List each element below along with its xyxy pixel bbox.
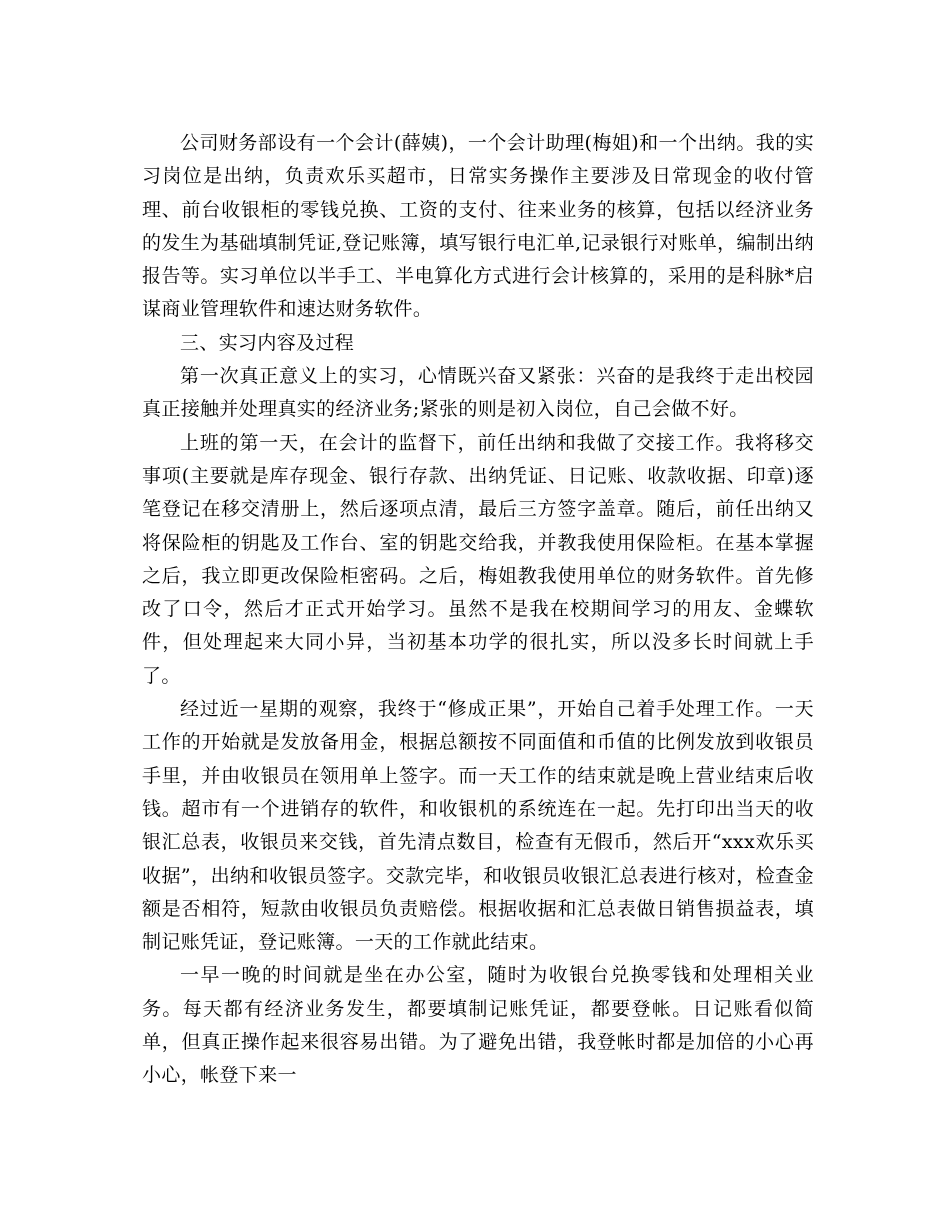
paragraph-office-routine: 一早一晚的时间就是坐在办公室，随时为收银台兑换零钱和处理相关业务。每天都有经济业务发生，都要填制记账凭证，都要登帐。日记账看似简单，但真正操作起来很容易出错。为了避免出错，我登帐时都是加倍的小心再小心，帐登下来一 — [142, 964, 814, 1087]
document-body — [142, 127, 814, 1093]
paragraph-daily-workflow: 经过近一星期的观察，我终于“修成正果”，开始自己着手处理工作。一天工作的开始就是发放备用金，根据总额按不同面值和币值的比例发放到收银员手里，并由收银员在领用单上签字。而一天工作的结束就是晚上营业结束后收钱。超市有一个进销存的软件，和收银机的系统连在一起。先打印出当天的收银汇总表，收银员来交钱，首先清点数目，检查有无假币，然后开“xxx欢乐买收据”，出纳和收银员签字。交款完毕，和收银员收银汇总表进行核对，检查金额是否相符，短款由收银员负责赔偿。根据收据和汇总表做日销售损益表，填制记账凭证，登记账簿。一天的工作就此结束。 — [142, 698, 814, 954]
paragraph-first-internship: 第一次真正意义上的实习，心情既兴奋又紧张：兴奋的是我终于走出校园真正接触并处理真实的经济业务;紧张的则是初入岗位，自己会做不好。 — [142, 365, 814, 421]
paragraph-finance-department: 公司财务部设有一个会计(薛姨)，一个会计助理(梅姐)和一个出纳。我的实习岗位是出纳，负责欢乐买超市，日常实务操作主要涉及日常现金的收付管理、前台收银柜的零钱兑换、工资的支付、往来业务的核算，包括以经济业务的发生为基础填制凭证,登记账簿，填写银行电汇单,记录银行对账单，编制出纳报告等。实习单位以半手工、半电算化方式进行会计核算的，采用的是科脉*启谋商业管理软件和速达财务软件。 — [142, 132, 814, 321]
section-heading-internship-content: 三、实习内容及过程 — [180, 331, 355, 354]
paragraph-first-day-handover: 上班的第一天，在会计的监督下，前任出纳和我做了交接工作。我将移交事项(主要就是库存现金、银行存款、出纳凭证、日记账、收款收据、印章)逐笔登记在移交清册上，然后逐项点清，最后三方签字盖章。随后，前任出纳又将保险柜的钥匙及工作台、室的钥匙交给我，并教我使用保险柜。在基本掌握之后，我立即更改保险柜密码。之后，梅姐教我使用单位的财务软件。首先修改了口令，然后才正式开始学习。虽然不是我在校期间学习的用友、金蝶软件，但处理起来大同小异，当初基本功学的很扎实，所以没多长时间就上手了。 — [142, 431, 814, 687]
